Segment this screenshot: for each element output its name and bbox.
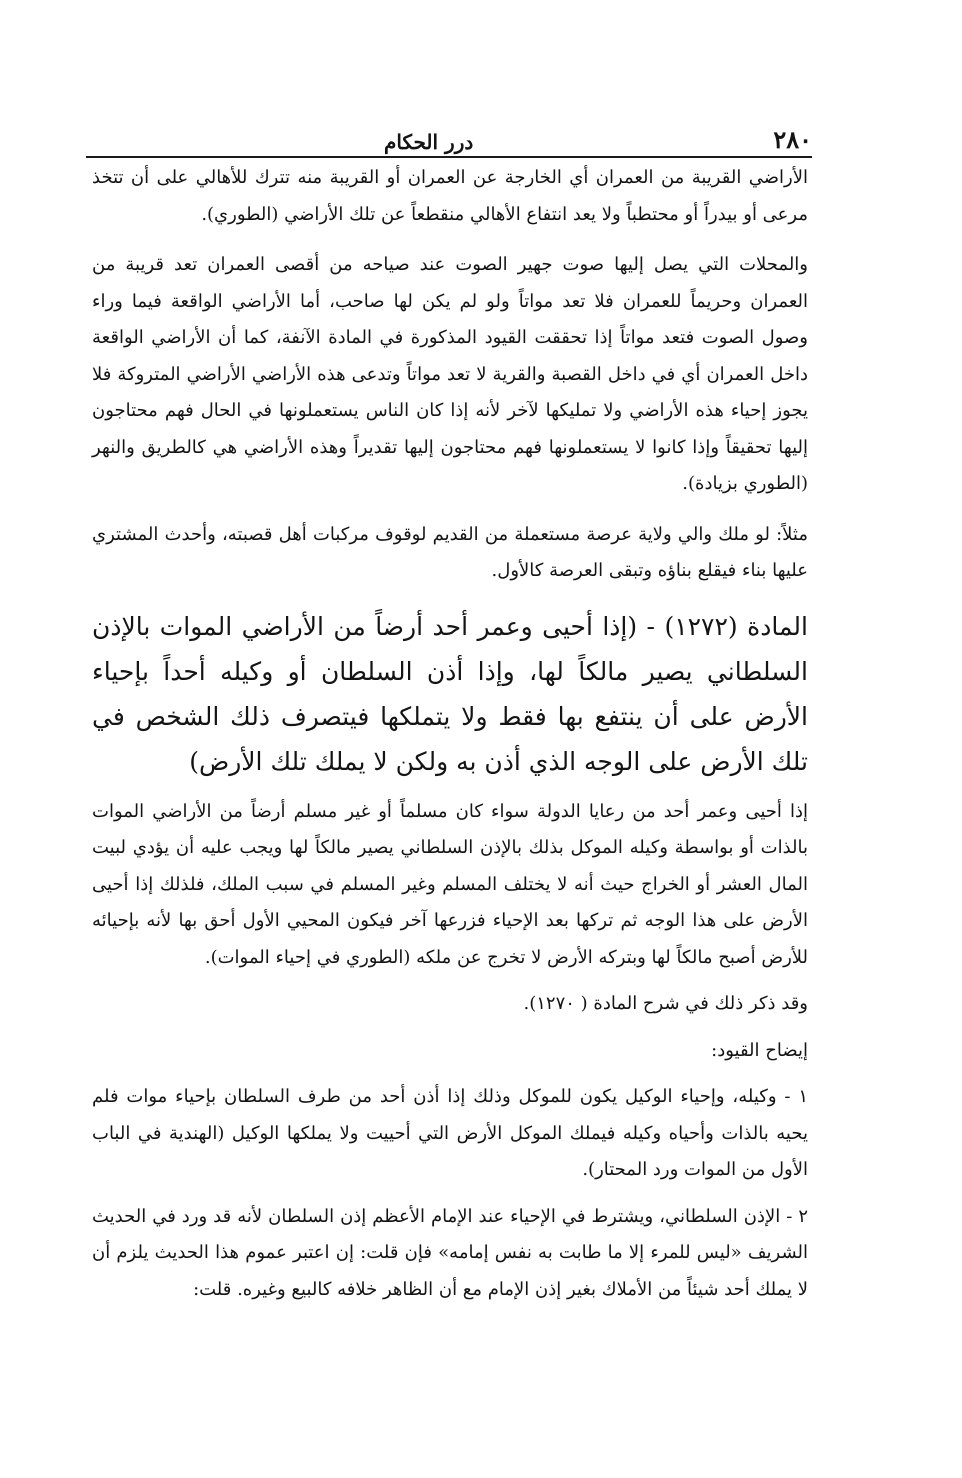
- commentary-paragraph-1: الأراضي القريبة من العمران أي الخارجة عن العمران أو القريبة منه تترك للأهالي على أن تتخذ مرعى أو بيدراً أو محتطباً ولا يعد انتفاع الأهالي منقطعاً عن تلك الأراضي (الطوري).: [92, 167, 808, 225]
- running-title: درر الحكام: [384, 130, 474, 154]
- section-heading: إيضاح القيود:: [711, 1039, 808, 1061]
- page-number: ٢٨٠: [773, 125, 812, 154]
- header-rule: [86, 156, 812, 158]
- commentary-paragraph-4: إذا أحيى وعمر أحد من رعايا الدولة سواء كان مسلماً أو غير مسلم أرضاً من الأراضي الموات بالذات أو بواسطة وكيله الموكل بذلك بالإذن السلطاني يصير مالكاً لها ويجب عليه أن يؤدي لبيت المال العشر أو الخراج حيث أنه لا يختلف المسلم وغير المسلم في سبب الملك، فلذلك إذا أحيى الأرض على هذا الوجه ثم تركها بعد الإحياء فزرعها آخر فيكون المحيي الأول أحق بها لأنه بإحيائه للأرض أصبح مالكاً لها وبتركه الأرض لا تخرج عن ملكه (الطوري في إحياء الموات).: [92, 800, 808, 968]
- page-header: [86, 122, 812, 154]
- commentary-paragraph-5: وقد ذكر ذلك في شرح المادة ( ١٢٧٠).: [523, 993, 808, 1014]
- commentary-paragraph-3: مثلاً: لو ملك والي ولاية عرصة مستعملة من القديم لوقوف مركبات أهل قصبته، وأحدث المشتري عليها بناء فيقلع بناؤه وتبقى العرصة كالأول.: [92, 523, 808, 581]
- commentary-paragraph-8: ٢ - الإذن السلطاني، ويشترط في الإحياء عند الإمام الأعظم إذن السلطان لأنه قد ورد في الحديث الشريف «ليس للمرء إلا ما طابت به نفس إمامه» فإن قلت: إن اعتبر عموم هذا الحديث يلزم أن لا يملك أحد شيئاً من الأملاك بغير إذن الإمام مع أن الظاهر خلافه كالبيع وغيره. قلت:: [92, 1205, 808, 1300]
- page-body: [92, 160, 808, 1308]
- commentary-paragraph-2: والمحلات التي يصل إليها صوت جهير الصوت عند صياحه من أقصى العمران تعد قريبة من العمران وحريماً للعمران فلا تعد مواتاً ولو لم يكن لها صاحب، أما الأراضي الواقعة فيما وراء وصول الصوت فتعد مواتاً إذا تحققت القيود المذكورة في المادة الآنفة، كما أن الأراضي الواقعة داخل العمران أي في داخل القصبة والقرية لا تعد مواتاً وتدعى هذه الأراضي الأراضي المتروكة فلا يجوز إحياء هذه الأراضي ولا تمليكها لآخر لأنه إذا كان الناس يستعملونها في الحال فهم محتاجون إليها تحقيقاً وإذا كانوا لا يستعملونها فهم محتاجون إليها تقديراً وهذه الأراضي هي كالطريق والنهر (الطوري بزيادة).: [92, 254, 808, 494]
- commentary-paragraph-7: ١ - وكيله، وإحياء الوكيل يكون للموكل وذلك إذا أذن أحد من طرف السلطان بإحياء موات فلم يحيه بالذات وأحياه وكيله فيملك الموكل الأرض التي أحييت ولا يملكها الوكيل (الهندية في الباب الأول من الموات ورد المحتار).: [92, 1086, 808, 1180]
- article-text: المادة (١٢٧٢) - (إذا أحيى وعمر أحد أرضاً من الأراضي الموات بالإذن السلطاني يصير مالكاً لها، وإذا أذن السلطان أو وكيله أحداً بإحياء الأرض على أن ينتفع بها فقط ولا يتملكها فيتصرف ذلك الشخص في تلك الأرض على الوجه الذي أذن به ولكن لا يملك تلك الأرض): [92, 611, 808, 776]
